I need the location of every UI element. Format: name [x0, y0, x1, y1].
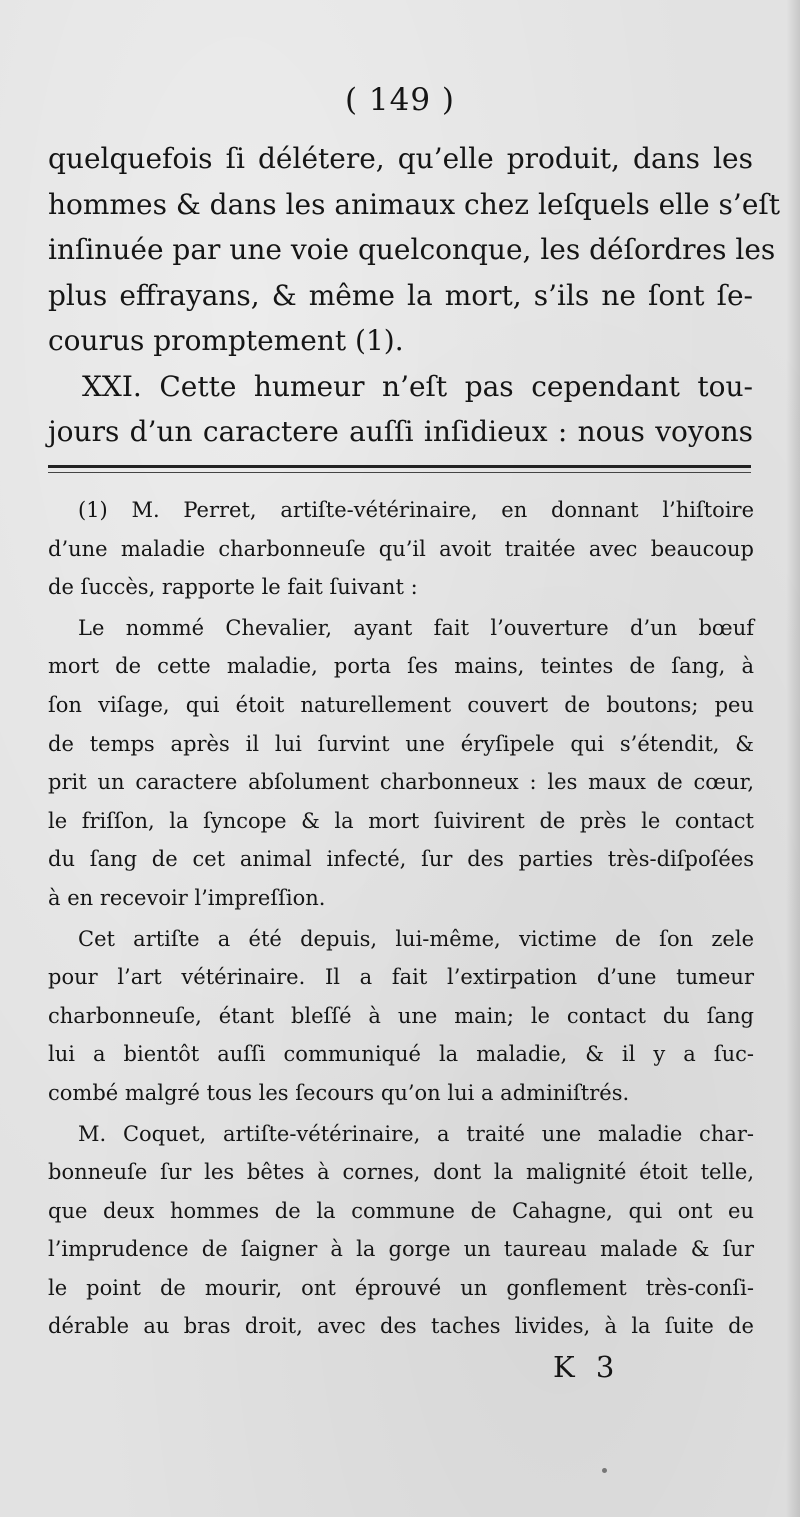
- page-number: ( 149 ): [344, 82, 456, 118]
- footnote-line: Le nommé Chevalier, ayant fait l’ouverture d’un bœuf: [78, 615, 754, 640]
- footnote-paragraph: [48, 491, 754, 607]
- footnote-paragraph: [48, 920, 754, 1113]
- footnote-line: Cet artiſte a été depuis, lui-même, victime de ſon zele: [78, 926, 754, 951]
- section-heading-line: XXI. Cette humeur n’eſt pas cependant tou-: [82, 369, 753, 403]
- main-line: inſinuée par une voie quelconque, les déſordres les: [48, 233, 776, 266]
- footnote-line: ſon viſage, qui étoit naturellement couvert de boutons; peu: [48, 692, 754, 717]
- footnote-block: [48, 491, 754, 1346]
- footnote-line: prit un caractere abſolument charbonneux : les maux de cœur,: [48, 770, 754, 795]
- ink-speck: [602, 1468, 607, 1473]
- footnote-line: que deux hommes de la commune de Cahagne, qui ont eu: [48, 1198, 754, 1223]
- footnote-separator-rule: [48, 465, 751, 468]
- footnote-line: bonneuſe ſur les bêtes à cornes, dont la malignité étoit telle,: [48, 1160, 754, 1185]
- page-edge-shadow: [786, 0, 800, 1517]
- footnote-line: l’imprudence de ſaigner à la gorge un taureau malade & ſur: [48, 1237, 754, 1262]
- footnote-paragraph: [48, 609, 754, 918]
- footnote-line: combé malgré tous les ſecours qu’on lui a adminiſtrés.: [48, 1080, 630, 1105]
- footnote-line: le friſſon, la ſyncope & la mort ſuivirent de près le contact: [48, 808, 754, 833]
- footnote-line: le point de mourir, ont éprouvé un gonflement très-conſi-: [48, 1275, 754, 1300]
- footnote-line: du ſang de cet animal infecté, ſur des parties très-diſpoſées: [48, 847, 754, 872]
- signature-mark: K 3: [553, 1350, 621, 1384]
- main-line: plus effrayans, & même la mort, s’ils ne ſont ſe-: [48, 278, 753, 312]
- main-line: hommes & dans les animaux chez leſquels elle s’eſt: [48, 187, 781, 221]
- main-line: quelquefois ſi délétere, qu’elle produit, dans les: [48, 142, 753, 175]
- footnote-line: d’une maladie charbonneuſe qu’il avoit traitée avec beaucoup: [48, 536, 754, 561]
- main-text-block: [48, 136, 781, 455]
- footnote-line: dérable au bras droit, avec des taches livides, à la ſuite de: [48, 1314, 754, 1339]
- footnote-line: pour l’art vétérinaire. Il a fait l’extirpation d’une tumeur: [48, 965, 754, 990]
- footnote-line: de ſuccès, rapporte le fait ſuivant :: [48, 575, 418, 600]
- footnote-line: de temps après il lui ſurvint une éryſipele qui s’étendit, &: [48, 731, 754, 756]
- footnote-line: (1) M. Perret, artiſte-vétérinaire, en donnant l’hiſtoire: [78, 498, 754, 522]
- footnote-separator-rule-thin: [48, 472, 751, 473]
- main-line: courus promptement (1).: [48, 324, 404, 357]
- main-line: jours d’un caractere auſſi inſidieux : nous voyons: [48, 415, 753, 448]
- footnote-line: mort de cette maladie, porta ſes mains, teintes de ſang, à: [48, 654, 754, 679]
- footnote-paragraph: [48, 1115, 754, 1347]
- footnote-line: lui a bientôt auſſi communiqué la maladie, & il y a ſuc-: [48, 1042, 754, 1067]
- footnote-line: à en recevoir l’impreſſion.: [48, 885, 326, 910]
- footnote-line: charbonneuſe, étant bleſſé à une main; le contact du ſang: [48, 1003, 754, 1028]
- footnote-line: M. Coquet, artiſte-vétérinaire, a traité une maladie char-: [78, 1121, 754, 1146]
